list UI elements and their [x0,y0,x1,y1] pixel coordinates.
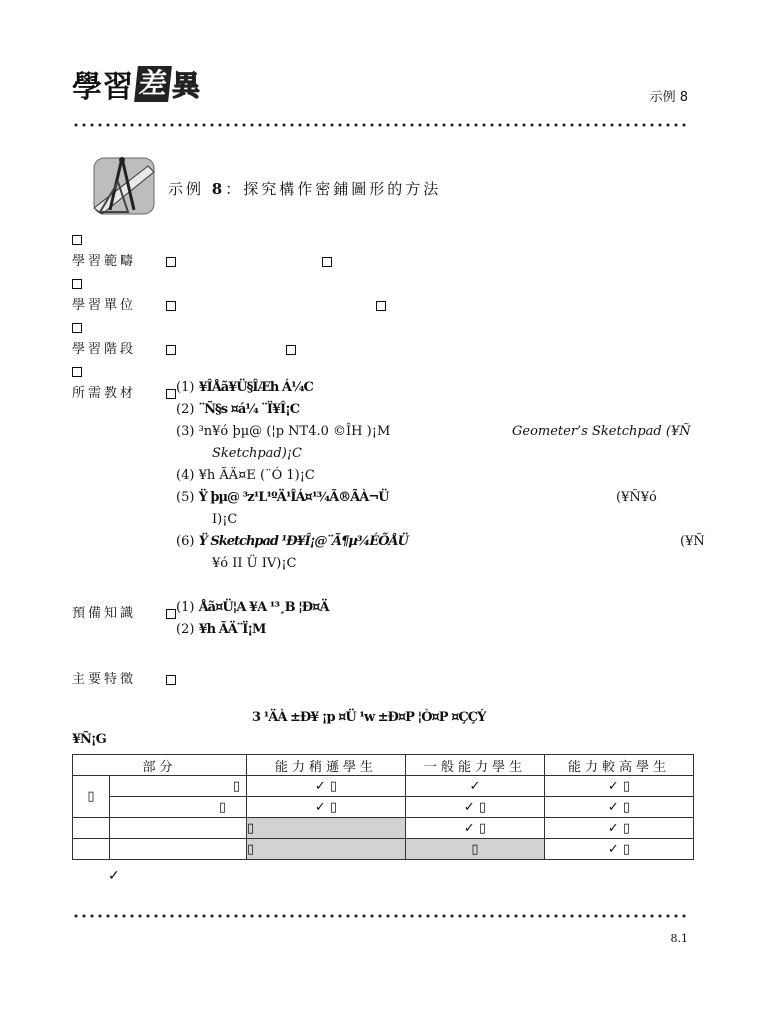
field-spacer-box [72,362,82,381]
materials-box [166,384,176,403]
material-item: (1) ¥ÎÅã¥Ü§ÎÆh Á¼C [176,380,313,395]
header-average: 一般能力學生 [406,755,545,776]
material-item-cont: I)¡C [212,512,238,527]
header-less-able: 能力稍遜學生 [247,755,406,776]
table-cell: ✓ ▯ [545,818,694,839]
bottom-dotted-divider [72,914,688,918]
row-label-cell: ▯ [110,776,247,797]
summary-line: 3 ¹ÄÀ ±Ð¥ ¡p ¤Ü ¹w ±Ð¤P ¦Ò¤P ¤ÇÇÝ [252,710,486,725]
table-cell: ✓ ▯ [406,818,545,839]
area-box [166,252,176,271]
material-item: (4) ¥h ÃÄ¤E (¨Ó 1)¡C [176,468,315,483]
field-spacer-box [72,230,82,249]
row-label-cell: ▯ [110,797,247,818]
table-cell: ✓ ▯ [247,797,406,818]
table-cell-shaded: ▯ [406,839,545,860]
top-dotted-divider [72,123,688,127]
table-cell-empty [110,818,247,839]
header-more-able: 能力較高學生 [545,755,694,776]
material-item-cont: Sketchpad)¡C [212,446,302,461]
table-row [73,839,694,860]
table-cell-empty [73,818,110,839]
logo-text-2: 差 [134,66,172,102]
table-cell-shaded: ▯ [247,839,406,860]
table-cell: ✓ ▯ [247,776,406,797]
field-spacer-box [72,318,82,337]
prior-box [166,604,176,623]
material-item-cont: (¥Ñ [680,534,705,549]
row-group-cell: ▯ [73,776,110,818]
table-header-row [73,755,694,776]
page-number: 8.1 [670,932,688,945]
table-cell: ✓ ▯ [545,776,694,797]
label-learning-area: 學習範疇 [72,254,137,269]
table-note: ¥Ñ¡G [72,732,106,747]
brand-logo [72,62,200,106]
stage-box-2 [286,340,296,359]
header-part: 部分 [73,755,247,776]
features-box [166,670,176,689]
field-spacer-box [72,274,82,293]
material-item-software: Geometer’s Sketchpad (¥Ñ [512,424,691,439]
table-cell-empty [73,839,110,860]
material-item-cont: ¥ó II Ü IV)¡C [212,556,297,571]
example-title: 示例 8：探究構作密鋪圖形的方法 [168,180,442,198]
material-item: (6) Ÿ Sketchpad ¹Ð¥Î¡@¨Ã¶µ¾ÉÕÅÜ [176,534,409,549]
differentiation-table [72,754,694,860]
geometry-tools-icon [88,152,160,220]
prior-item: (1) Åã¤Ü¦A ¥A ¹³¸B ¦Ð¤Ä [176,600,329,615]
table-row [73,818,694,839]
stage-box [166,340,176,359]
label-learning-stage: 學習階段 [72,342,137,357]
table-cell: ✓ ▯ [406,797,545,818]
prior-item: (2) ¥h ÃÄ¨Ï¡M [176,622,266,637]
header-example-label: 示例 8 [649,90,688,105]
logo-text-1: 學習 [72,70,134,105]
table-cell: ✓ ▯ [545,797,694,818]
label-learning-unit: 學習單位 [72,298,137,313]
unit-box [166,296,176,315]
table-cell: ✓ [406,776,545,797]
table-row [73,776,694,797]
label-main-features: 主要特徵 [72,672,137,687]
table-cell: ✓ ▯ [545,839,694,860]
material-item: (5) Ÿ þµ@ ³z¹L¹ºÄ¹ÎÁ¤¹¾Ã®ÃÀ¬Ü [176,490,389,505]
material-item: (2) ¨Ñ§s ¤á¼ ¨Ï¥Î¡C [176,402,300,417]
logo-text-3: 異 [172,69,201,102]
table-cell-empty [110,839,247,860]
footnote-check-icon: ✓ [108,868,120,884]
table-row [73,797,694,818]
label-prior-knowledge: 預備知識 [72,606,137,621]
label-materials: 所需教材 [72,386,137,401]
material-item-cont: (¥Ñ¥ó [616,490,657,505]
table-cell-shaded: ▯ [247,818,406,839]
area-box-2 [322,252,332,271]
material-item: (3) ³n¥ó þµ@ (¦p NT4.0 ©ÎH )¡M [176,424,391,439]
unit-box-2 [376,296,386,315]
